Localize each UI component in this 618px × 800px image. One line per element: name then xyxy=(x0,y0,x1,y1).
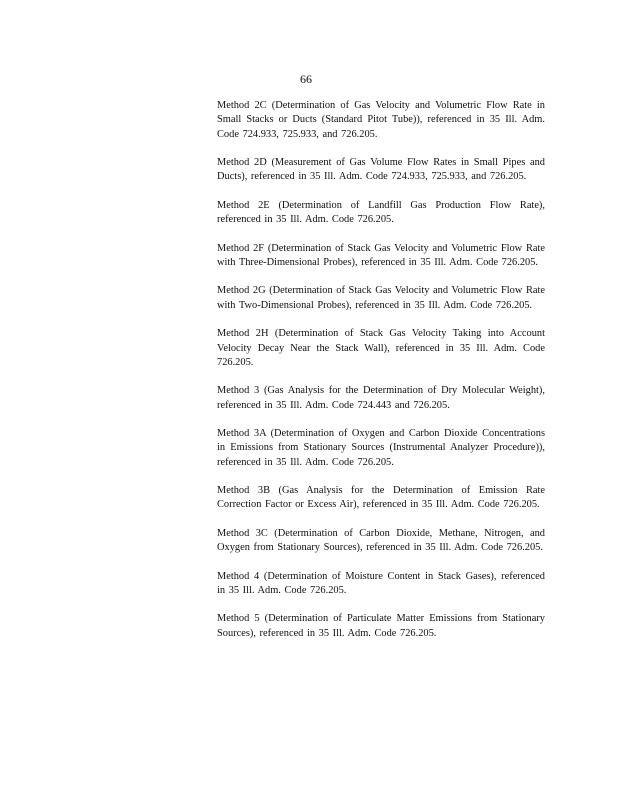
method-entry-4: Method 4 (Determination of Moisture Content in Stack Gases), referenced in 35 Ill. Adm. Code 726.205. xyxy=(217,570,545,596)
method-list xyxy=(217,99,545,655)
method-entry-2d: Method 2D (Measurement of Gas Volume Flow Rates in Small Pipes and Ducts), referenced in 35 Ill. Adm. Code 724.933, 725.933, and 726.205. xyxy=(217,157,545,183)
page-number: 66 xyxy=(300,72,312,86)
method-entry-2g: Method 2G (Determination of Stack Gas Velocity and Volumetric Flow Rate with Two-Dimensional Probes), referenced in 35 Ill. Adm. Code 726.205. xyxy=(217,285,546,311)
method-entry-3: Method 3 (Gas Analysis for the Determination of Dry Molecular Weight), referenced in 35 Ill. Adm. Code 724.443 and 726.205. xyxy=(217,385,545,411)
method-entry-3a: Method 3A (Determination of Oxygen and Carbon Dioxide Concentrations in Emissions from Stationary Sources (Instrumental Analyzer Procedure)), referenced in 35 Ill. Adm. Code 726.205. xyxy=(217,428,545,468)
method-entry-2f: Method 2F (Determination of Stack Gas Velocity and Volumetric Flow Rate with Three-Dimensional Probes), referenced in 35 Ill. Adm. Code 726.205. xyxy=(217,242,545,268)
method-entry-2e: Method 2E (Determination of Landfill Gas Production Flow Rate), referenced in 35 Ill. Adm. Code 726.205. xyxy=(217,199,545,226)
method-entry-2h: Method 2H (Determination of Stack Gas Velocity Taking into Account Velocity Decay Near the Stack Wall), referenced in 35 Ill. Adm. Code 726.205. xyxy=(217,328,545,368)
method-entry-3c: Method 3C (Determination of Carbon Dioxide, Methane, Nitrogen, and Oxygen from Stationary Sources), referenced in 35 Ill. Adm. Code 726.205. xyxy=(217,527,545,554)
method-entry-3b: Method 3B (Gas Analysis for the Determination of Emission Rate Correction Factor or Excess Air), referenced in 35 Ill. Adm. Code 726.205. xyxy=(217,485,545,511)
method-entry-2c: Method 2C (Determination of Gas Velocity and Volumetric Flow Rate in Small Stacks or Ducts (Standard Pitot Tube)), referenced in 35 Ill. Adm. Code 724.933, 725.933, and 726.205. xyxy=(217,100,545,140)
method-entry-5: Method 5 (Determination of Particulate Matter Emissions from Stationary Sources), referenced in 35 Ill. Adm. Code 726.205. xyxy=(217,613,545,639)
